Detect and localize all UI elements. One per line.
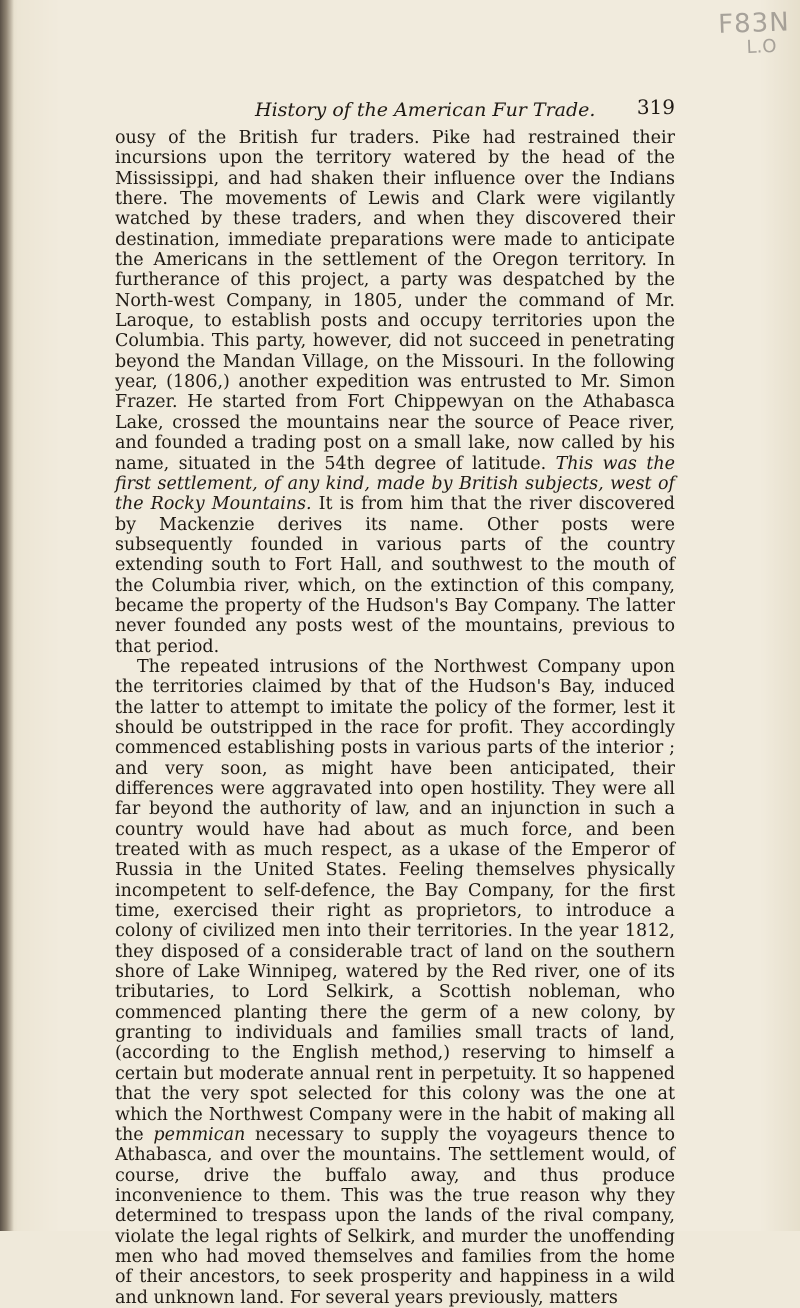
paragraph-1-italic-segment: This was the first settlement, of any kind, made by British subjects, west of the Rocky Mountains. bbox=[115, 453, 675, 515]
paragraph-2-segment-3: necessary to supply the voyageurs thence to Athabasca, and over the mountains. The settlement would, of course, drive the buffalo away, and thus produce inconvenience to them. This was the true reason why they determined to trespass upon the lands of the rival company, violate the legal rights of Selkirk, and murder the unoffending men who had moved themselves and families from the home of their ancestors, to seek prosperity and happiness in a wild and unknown land. For several years previously, matters bbox=[115, 1124, 675, 1308]
archive-code: F83N bbox=[717, 7, 791, 40]
paragraph-2-italic-segment: pemmican bbox=[153, 1124, 246, 1145]
archive-sub-code: L.O bbox=[746, 35, 777, 58]
archive-pencil-mark bbox=[699, 8, 791, 59]
page-number: 319 bbox=[636, 95, 675, 119]
body-text bbox=[115, 128, 675, 1308]
page-header bbox=[115, 95, 675, 125]
paragraph-1-segment-3: It is from him that the river discovered by Mackenzie derives its name. Other posts were subsequently founded in various parts of the country extending south to Fort Hall, and southwest to the mouth of the Columbia river, which, on the extinction of this company, became the property of the Hudson's Bay Company. The latter never founded any posts west of the mountains, previous to that period. bbox=[115, 494, 675, 657]
paragraph-2 bbox=[115, 657, 675, 1308]
paragraph-1 bbox=[115, 128, 675, 657]
binding-gutter bbox=[0, 0, 14, 1231]
paragraph-2-segment-1: The repeated intrusions of the Northwest Company upon the territories claimed by that of the Hudson's Bay, induced the latter to attempt to imitate the policy of the former, lest it should be outstripped in the race for profit. They accordingly commenced establishing posts in various parts of the interior ; and very soon, as might have been anticipated, their differences were aggravated into open hostility. They were all far beyond the authority of law, and an injunction in such a country would have had about as much force, and been treated with as much respect, as a ukase of the Emperor of Russia in the United States. Feeling themselves physically incompetent to self-defence, the Bay Company, for the first time, exercised their right as proprietors, to introduce a colony of civilized men into their territories. In the year 1812, they disposed of a considerable tract of land on the southern shore of Lake Winnipeg, watered by the Red river, one of its tributaries, to Lord Selkirk, a Scottish nobleman, who commenced planting there the germ of a new colony, by granting to individuals and families small tracts of land, (according to the English method,) reserving to himself a certain but moderate annual rent in perpetuity. It so happened that the very spot selected for this colony was the one at which the Northwest Company were in the habit of making all the bbox=[115, 656, 675, 1145]
paragraph-1-segment-1: ousy of the British fur traders. Pike had restrained their incursions upon the territory watered by the head of the Mississippi, and had shaken their influence over the Indians there. The movements of Lewis and Clark were vigilantly watched by these traders, and when they discovered their destination, immediate preparations were made to anticipate the Americans in the settlement of the Oregon territory. In furtherance of this project, a party was despatched by the North-west Company, in 1805, under the command of Mr. Laroque, to establish posts and occupy territories upon the Columbia. This party, however, did not succeed in penetrating beyond the Mandan Village, on the Missouri. In the following year, (1806,) another expedition was entrusted to Mr. Simon Frazer. He started from Fort Chippewyan on the Athabasca Lake, crossed the mountains near the source of Peace river, and founded a trading post on a small lake, now called by his name, situated in the 54th degree of latitude. bbox=[115, 128, 675, 474]
running-title: History of the American Fur Trade. bbox=[255, 99, 596, 121]
